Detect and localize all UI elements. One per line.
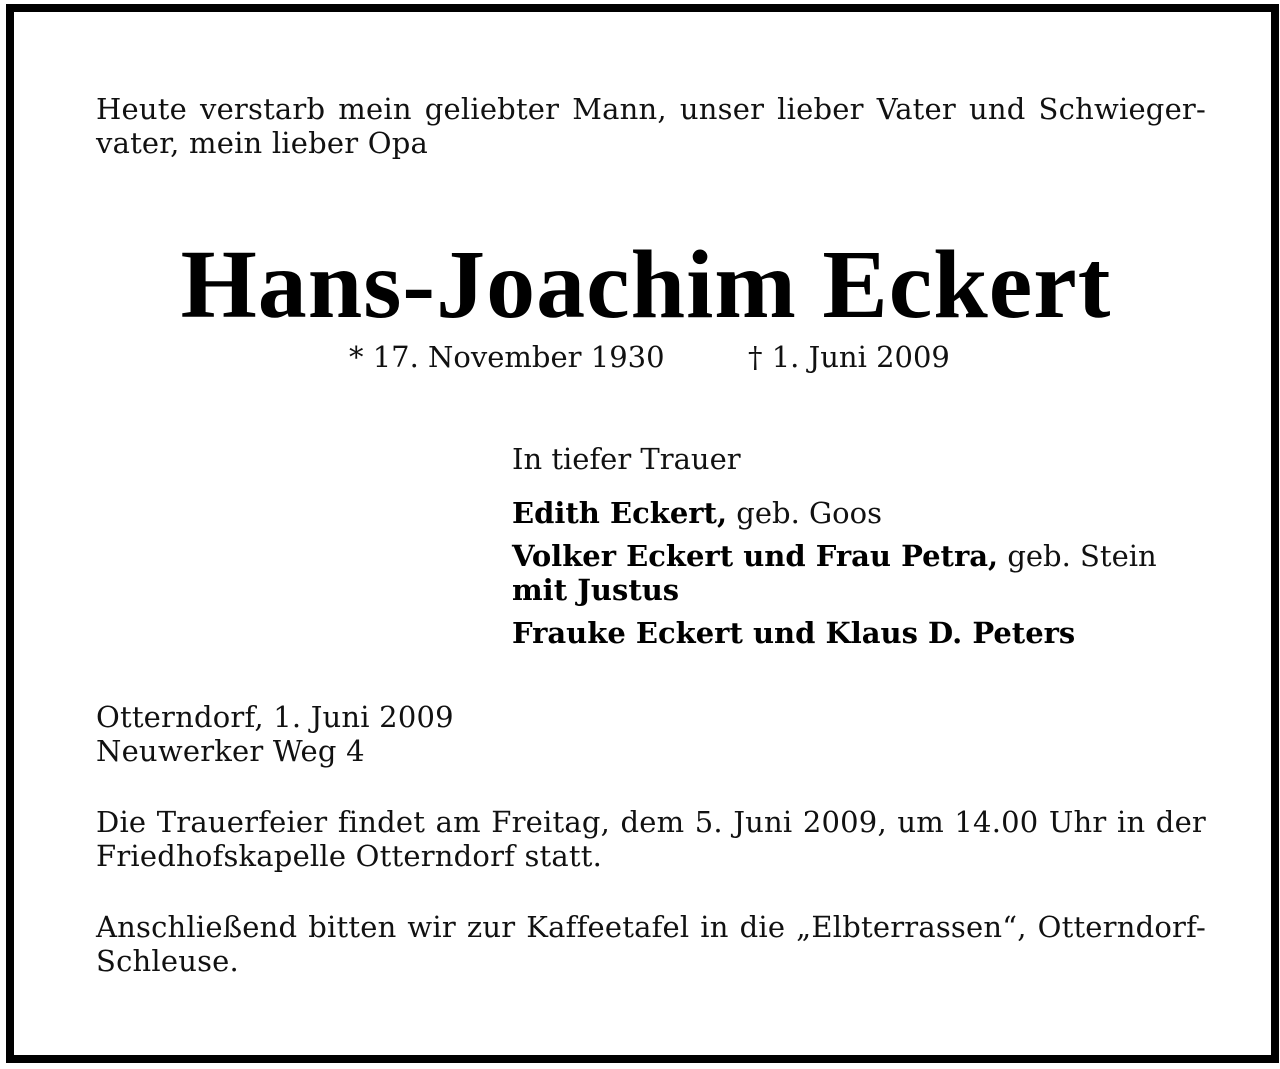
mourner-maiden-name: geb. Goos [727,496,882,530]
coffee-info [96,910,1206,978]
mourner-name: Frauke Eckert und Klaus D. Peters [512,616,1076,650]
place-and-address [96,700,1206,768]
mourner-maiden-name: geb. Stein [998,539,1157,573]
mourner-entry [512,573,1232,607]
intro-text [96,92,1206,160]
funeral-line-2: Friedhofskapelle Otterndorf statt. [96,839,603,873]
street-address: Neuwerker Weg 4 [96,734,365,768]
mourning-heading: In tiefer Trauer [512,442,741,476]
mourner-entry [512,616,1232,650]
mourner-name: mit Justus [512,573,680,607]
death-date: † 1. Juni 2009 [748,340,950,374]
funeral-line-1: Die Trauerfeier findet am Freitag, dem 5. Juni 2009, um 14.00 Uhr in der [96,805,1206,839]
mourner-entry [512,496,1232,530]
notice-frame [6,4,1279,1063]
mourner-entry [512,539,1232,573]
funeral-info [96,805,1206,873]
mourner-name: Edith Eckert, [512,496,728,530]
intro-line-1: Heute verstarb mein geliebter Mann, unser lieber Vater und Schwieger- [96,92,1206,126]
place-date: Otterndorf, 1. Juni 2009 [96,700,454,734]
birth-date: * 17. November 1930 [349,340,665,374]
mourners-list [512,442,1232,650]
deceased-name: Hans-Joachim Eckert [180,231,1112,339]
coffee-line-1: Anschließend bitten wir zur Kaffeetafel in die „Elbterrassen“, Otterndorf- [96,910,1206,944]
intro-line-2: vater, mein lieber Opa [96,126,428,160]
coffee-line-2: Schleuse. [96,944,239,978]
mourner-name: Volker Eckert und Frau Petra, [512,539,999,573]
